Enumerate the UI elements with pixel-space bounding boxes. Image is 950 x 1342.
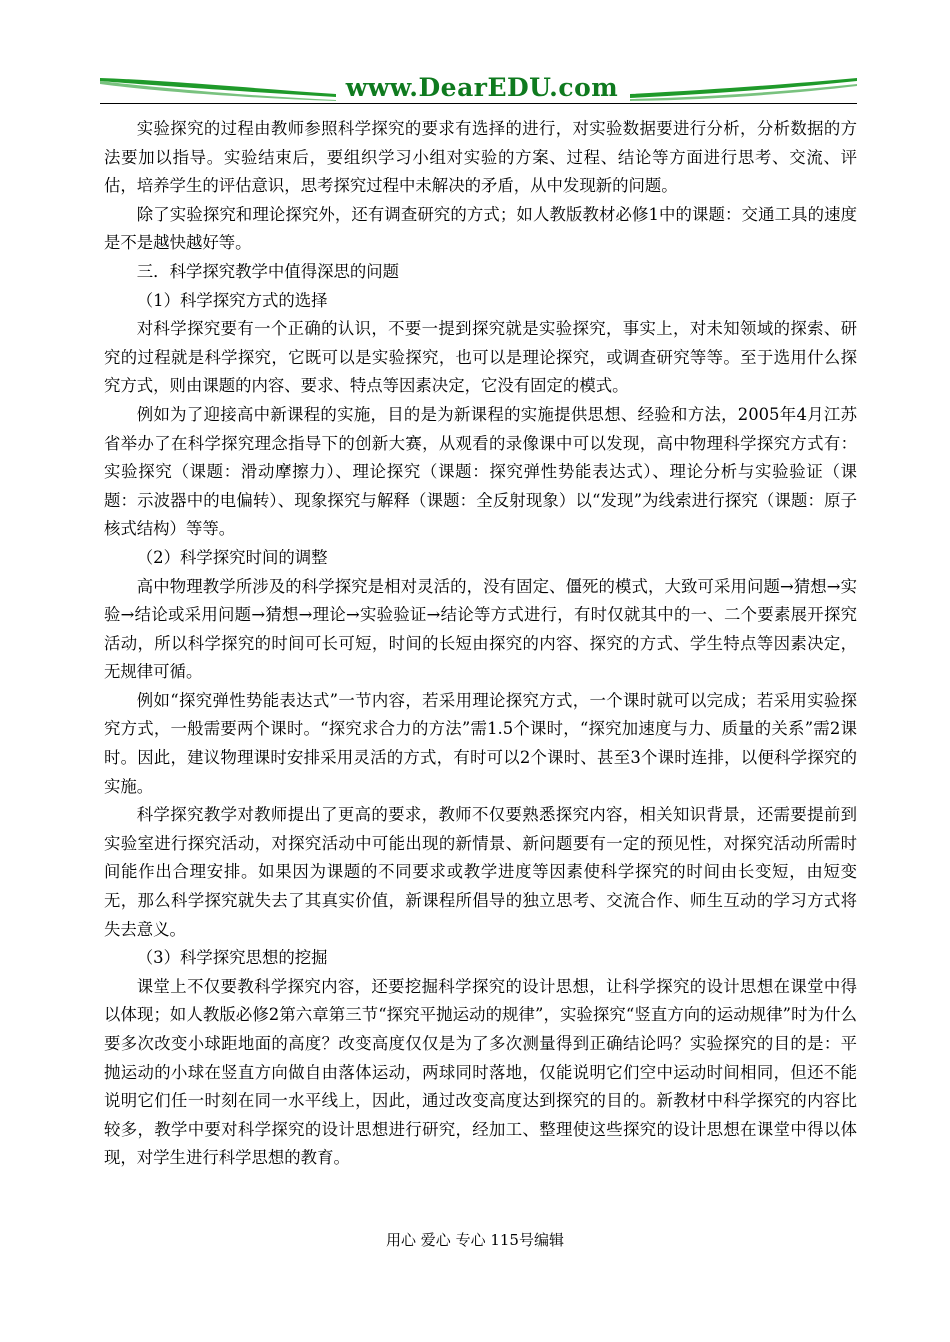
paragraph: 科学探究教学对教师提出了更高的要求，教师不仅要熟悉探究内容，相关知识背景，还需要提前到实验室进行探究活动，对探究活动中可能出现的新情景、新问题要有一定的预见性，对探究活动所需时间能作出合理安排。如果因为课题的不同要求或教学进度等因素使科学探究的时间由长变短，由短变无，那么科学探究就失去了其真实价值，新课程所倡导的独立思考、交流合作、师生互动的学习方式将失去意义。 [104,805,857,939]
document-body [104,115,857,1173]
paragraph: 例如“探究弹性势能表达式”一节内容，若采用理论探究方式，一个课时就可以完成；若采用实验探究方式，一般需要两个课时。“探究求合力的方法”需1.5个课时，“探究加速度与力、质量的关系”需2课时。因此，建议物理课时安排采用灵活的方式，有时可以2个课时、甚至3个课时连排，以便科学探究的实施。 [104,690,857,796]
paragraph: 对科学探究要有一个正确的认识，不要一提到探究就是实验探究，事实上，对未知领域的探索、研究的过程就是科学探究，它既可以是实验探究，也可以是理论探究，或调查研究等等。至于选用什么探究方式，则由课题的内容、要求、特点等因素决定，它没有固定的模式。 [104,319,857,396]
header-divider [100,103,857,104]
subsection-heading: （1）科学探究方式的选择 [136,290,328,310]
paragraph: 高中物理教学所涉及的科学探究是相对灵活的，没有固定、僵死的模式，大致可采用问题→猜想→实验→结论或采用问题→猜想→理论→实验验证→结论等方式进行，有时仅就其中的一、二个要素展开探究活动，所以科学探究的时间可长可短，时间的长短由探究的内容、探究的方式、学生特点等因素决定，无规律可循。 [104,576,857,682]
page-header [100,70,857,106]
site-brand-logo: www.DearEDU.com [345,73,619,102]
paragraph: 课堂上不仅要教科学探究内容，还要挖掘科学探究的设计思想，让科学探究的设计思想在课堂中得以体现；如人教版必修2第六章第三节“探究平抛运动的规律”，实验探究“竖直方向的运动规律”时为什么要多次改变小球距地面的高度？改变高度仅仅是为了多次测量得到正确结论吗？实验探究的目的是：平抛运动的小球在竖直方向做自由落体运动，两球同时落地，仅能说明它们空中运动时间相同，但还不能说明它们任一时刻在同一水平线上，因此，通过改变高度达到探究的目的。新教材中科学探究的内容比较多，教学中要对科学探究的设计思想进行研究，经加工、整理使这些探究的设计思想在课堂中得以体现，对学生进行科学思想的教育。 [104,976,857,1168]
paragraph: 实验探究的过程由教师参照科学探究的要求有选择的进行，对实验数据要进行分析，分析数据的方法要加以指导。实验结束后，要组织学习小组对实验的方案、过程、结论等方面进行思考、交流、评估，培养学生的评估意识，思考探究过程中未解决的矛盾，从中发现新的问题。 [104,119,857,196]
paragraph: 例如为了迎接高中新课程的实施，目的是为新课程的实施提供思想、经验和方法，2005年4月江苏省举办了在科学探究理念指导下的创新大赛，从观看的录像课中可以发现，高中物理科学探究方式有：实验探究（课题：滑动摩擦力）、理论探究（课题：探究弹性势能表达式）、理论分析与实验验证（课题：示波器中的电偏转）、现象探究与解释（课题：全反射现象）以“发现”为线索进行探究（课题：原子核式结构）等等。 [104,404,857,539]
subsection-heading: （2）科学探究时间的调整 [136,547,328,567]
subsection-heading: （3）科学探究思想的挖掘 [136,948,328,968]
section-heading: 三．科学探究教学中值得深思的问题 [136,261,400,281]
page-footer: 用心 爱心 专心 115号编辑 [386,1231,564,1249]
paragraph: 除了实验探究和理论探究外，还有调查研究的方式；如人教版教材必修1中的课题：交通工具的速度是不是越快越好等。 [104,204,857,253]
